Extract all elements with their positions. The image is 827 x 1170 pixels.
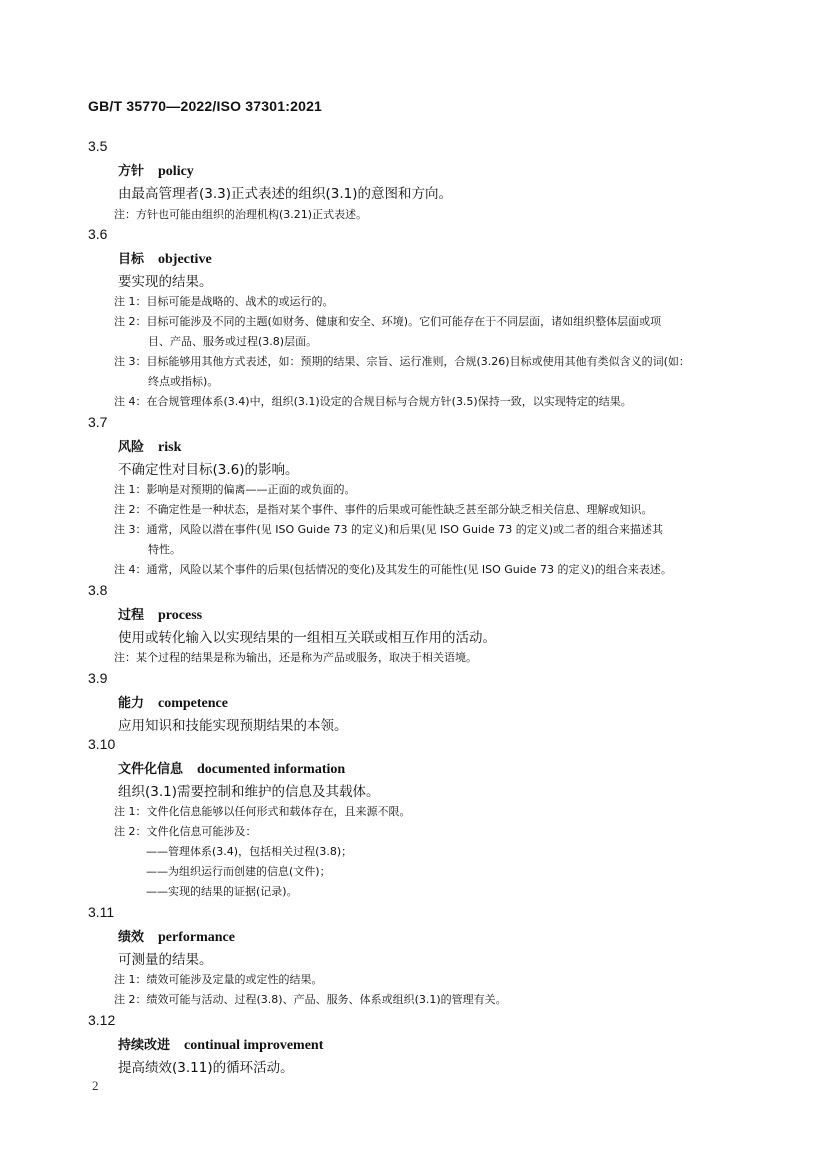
clause-number: 3.5 <box>88 138 108 154</box>
term-definition: 组织(3.1)需要控制和维护的信息及其载体。 <box>118 784 380 800</box>
term-definition: 由最高管理者(3.3)正式表述的组织(3.1)的意图和方向。 <box>118 186 453 202</box>
note: 注：某个过程的结果是称为输出，还是称为产品或服务，取决于相关语境。 <box>114 651 477 664</box>
term-cn: 过程 <box>118 608 145 623</box>
term-heading <box>118 604 202 624</box>
term-cn: 目标 <box>118 252 145 267</box>
term-cn: 文件化信息 <box>118 762 184 777</box>
term-heading <box>118 160 194 180</box>
document-header: GB/T 35770—2022/ISO 37301:2021 <box>88 98 323 114</box>
term-heading <box>118 758 345 778</box>
term-heading <box>118 1034 323 1054</box>
term-en: documented information <box>197 762 346 777</box>
term-en: competence <box>158 696 228 711</box>
term-en: continual improvement <box>184 1038 324 1053</box>
term-en: risk <box>158 440 182 455</box>
term-cn: 能力 <box>118 696 145 711</box>
term-definition: 应用知识和技能实现预期结果的本领。 <box>118 718 348 734</box>
note: 注：方针也可能由组织的治理机构(3.21)正式表述。 <box>114 208 368 221</box>
note: 注 4：在合规管理体系(3.4)中，组织(3.1)设定的合规目标与合规方针(3.5)保持一致，以实现特定的结果。 <box>114 395 632 408</box>
clause-number: 3.8 <box>88 582 108 598</box>
term-en: performance <box>158 930 235 945</box>
clause-number: 3.6 <box>88 226 108 242</box>
term-definition: 可测量的结果。 <box>118 952 213 968</box>
note: 注 2：绩效可能与活动、过程(3.8)、产品、服务、体系或组织(3.1)的管理有关。 <box>114 993 507 1006</box>
term-cn: 方针 <box>118 164 145 179</box>
term-cn: 持续改进 <box>118 1038 171 1053</box>
note-list-item: ——实现的结果的证据(记录)。 <box>146 885 298 898</box>
term-en: process <box>158 608 203 623</box>
note: 注 2：不确定性是一种状态，是指对某个事件、事件的后果或可能性缺乏甚至部分缺乏相关信息、理解或知识。 <box>114 503 653 516</box>
term-cn: 绩效 <box>118 930 145 945</box>
term-heading <box>118 436 181 456</box>
note-continuation: 终点或指标)。 <box>148 375 219 388</box>
term-definition: 要实现的结果。 <box>118 274 213 290</box>
note-continuation: 特性。 <box>148 543 181 556</box>
note: 注 1：文件化信息能够以任何形式和载体存在，且来源不限。 <box>114 805 411 818</box>
term-en: objective <box>158 252 212 267</box>
clause-number: 3.9 <box>88 670 108 686</box>
note: 注 3：目标能够用其他方式表述，如：预期的结果、宗旨、运行准则，合规(3.26)目标或使用其他有类似含义的词(如： <box>114 355 690 368</box>
page-number: 2 <box>92 1078 99 1093</box>
term-en: policy <box>158 164 194 179</box>
note-continuation: 目、产品、服务或过程(3.8)层面。 <box>148 335 318 348</box>
term-heading <box>118 248 212 268</box>
term-cn: 风险 <box>118 440 145 455</box>
clause-number: 3.12 <box>88 1012 116 1028</box>
note: 注 4：通常，风险以某个事件的后果(包括情况的变化)及其发生的可能性(见 ISO Guide 73 的定义)的组合来表述。 <box>114 563 672 576</box>
clause-number: 3.7 <box>88 414 108 430</box>
note: 注 2：文件化信息可能涉及： <box>114 825 257 838</box>
term-definition: 不确定性对目标(3.6)的影响。 <box>118 462 299 478</box>
note: 注 1：影响是对预期的偏离——正面的或负面的。 <box>114 483 356 496</box>
term-definition: 使用或转化输入以实现结果的一组相互关联或相互作用的活动。 <box>118 630 496 646</box>
clause-number: 3.10 <box>88 736 116 752</box>
clause-number: 3.11 <box>88 904 115 920</box>
term-heading <box>118 926 235 946</box>
note: 注 1：绩效可能涉及定量的或定性的结果。 <box>114 973 323 986</box>
note-list-item: ——为组织运行而创建的信息(文件)； <box>146 865 331 878</box>
term-heading <box>118 692 228 712</box>
note: 注 1：目标可能是战略的、战术的或运行的。 <box>114 295 334 308</box>
note: 注 2：目标可能涉及不同的主题(如财务、健康和安全、环境)。它们可能存在于不同层面，诸如组织整体层面或项 <box>114 315 662 328</box>
note-list-item: ——管理体系(3.4)，包括相关过程(3.8)； <box>146 845 353 858</box>
term-definition: 提高绩效(3.11)的循环活动。 <box>118 1060 294 1076</box>
note: 注 3：通常，风险以潜在事件(见 ISO Guide 73 的定义)和后果(见 ISO Guide 73 的定义)或二者的组合来描述其 <box>114 523 663 536</box>
